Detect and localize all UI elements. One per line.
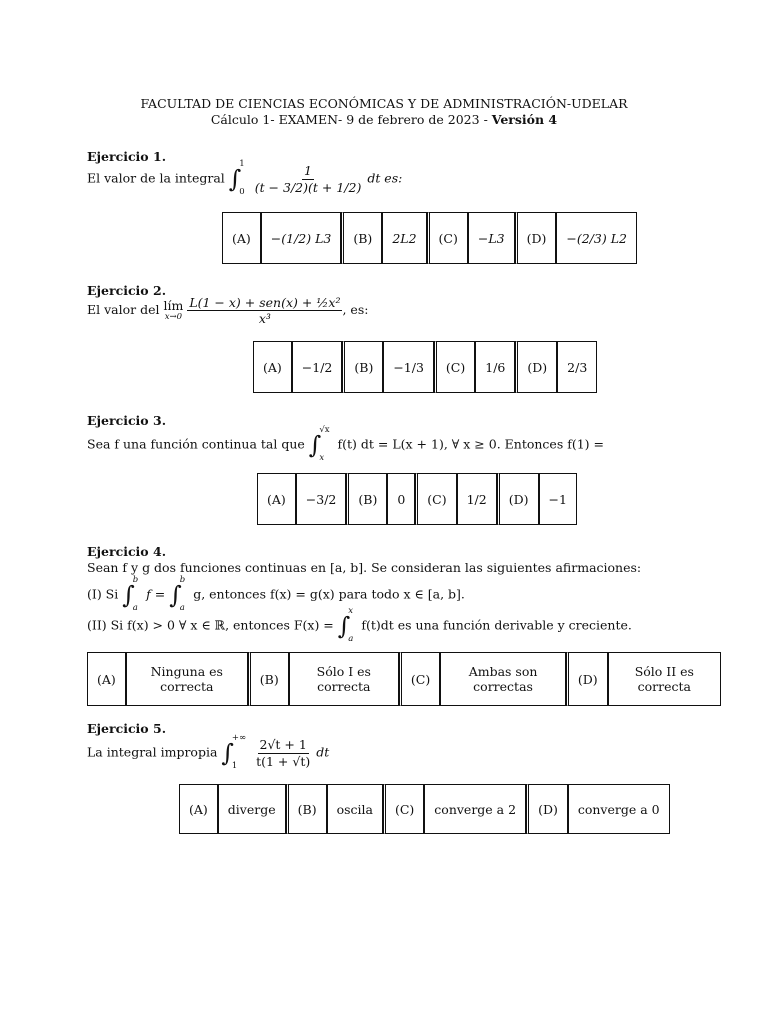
ex4-opt-d-val[interactable]: Sólo II es correcta [608, 652, 721, 706]
ex3-prefix: Sea f una función continua tal que [87, 436, 305, 452]
integral-sign-icon: ∫ [221, 739, 234, 767]
ex4-s1-prefix: (I) Si [87, 586, 119, 602]
ex2-title: Ejercicio 2. [87, 283, 167, 298]
ex4-opt-d-key[interactable]: (D) [566, 652, 608, 706]
ex1-suffix: dt es: [367, 170, 403, 186]
ex2-opt-c-val[interactable]: 1/6 [475, 341, 515, 393]
ex5-lower: 1 [231, 761, 238, 772]
header-exam-line [0, 113, 768, 127]
ex5-opt-a-val[interactable]: diverge [218, 784, 286, 834]
ex4-s1-upper-1: b [132, 575, 139, 585]
ex5-den: t(1 + √t) [256, 753, 311, 769]
ex3-statement [87, 426, 604, 464]
ex4-opt-c-val[interactable]: Ambas son correctas [440, 652, 566, 706]
ex3-options [257, 473, 577, 525]
ex4-s1-lower-2: a [179, 603, 185, 614]
ex1-opt-d-key[interactable]: (D) [515, 212, 557, 264]
ex3-opt-b-key[interactable]: (B) [346, 473, 387, 525]
ex5-statement [87, 734, 329, 772]
integral-sign-icon: ∫ [122, 581, 135, 609]
ex4-statement-2 [87, 607, 632, 645]
ex5-opt-c-key[interactable]: (C) [383, 784, 424, 834]
ex4-s1-mid: f = [146, 586, 166, 602]
ex1-opt-c-key[interactable]: (C) [427, 212, 468, 264]
ex2-opt-d-key[interactable]: (D) [515, 341, 557, 393]
ex1-den: (t − 3/2)(t + 1/2) [254, 179, 362, 195]
integral-sign-icon: ∫ [169, 581, 182, 609]
ex4-options [87, 652, 721, 706]
ex1-opt-b-key[interactable]: (B) [341, 212, 382, 264]
ex4-intro: Sean f y g dos funciones continuas en [a, b]. Se consideran las siguientes afirmaciones: [87, 560, 642, 575]
ex3-lower: x [319, 453, 325, 464]
ex3-opt-c-key[interactable]: (C) [415, 473, 456, 525]
ex3-opt-b-val[interactable]: 0 [387, 473, 415, 525]
ex2-fraction [187, 296, 342, 325]
ex5-num: 2√t + 1 [259, 737, 307, 753]
ex1-fraction [253, 164, 364, 193]
ex3-upper: √x [319, 425, 330, 435]
ex2-lim-word: lím [163, 298, 184, 314]
ex4-opt-b-key[interactable]: (B) [248, 652, 289, 706]
ex3-title: Ejercicio 3. [87, 413, 167, 428]
ex2-limit [163, 300, 183, 321]
ex2-prefix: El valor del [87, 302, 160, 318]
ex5-opt-b-val[interactable]: oscila [327, 784, 383, 834]
ex1-opt-a-key[interactable]: (A) [222, 212, 261, 264]
ex1-opt-a-val[interactable]: −(1/2) L3 [261, 212, 342, 264]
ex3-opt-a-key[interactable]: (A) [257, 473, 296, 525]
ex4-s2-lower: a [348, 634, 354, 645]
ex2-opt-b-val[interactable]: −1/3 [383, 341, 434, 393]
ex2-lim-sub: x→0 [164, 311, 183, 322]
ex5-opt-d-key[interactable]: (D) [526, 784, 568, 834]
ex2-opt-a-val[interactable]: −1/2 [292, 341, 343, 393]
ex5-fraction [254, 738, 312, 767]
ex4-s1-lower-1: a [132, 603, 138, 614]
ex1-opt-d-val[interactable]: −(2/3) L2 [556, 212, 637, 264]
ex4-s1-suffix: g, entonces f(x) = g(x) para todo x ∈ [a, b]. [193, 586, 465, 602]
header-version: Versión 4 [491, 112, 558, 127]
ex3-opt-d-key[interactable]: (D) [497, 473, 539, 525]
ex5-suffix: dt [316, 744, 330, 760]
ex5-opt-c-val[interactable]: converge a 2 [424, 784, 526, 834]
ex3-opt-d-val[interactable]: −1 [539, 473, 577, 525]
ex2-options [253, 341, 597, 393]
ex3-opt-c-val[interactable]: 1/2 [457, 473, 497, 525]
ex4-opt-a-key[interactable]: (A) [87, 652, 126, 706]
integral-sign-icon: ∫ [337, 612, 351, 640]
ex4-s2-suffix: f(t)dt es una función derivable y creciente. [361, 617, 632, 633]
ex2-opt-a-key[interactable]: (A) [253, 341, 292, 393]
ex4-s2-upper: x [348, 606, 354, 616]
ex1-lower: 0 [239, 187, 245, 198]
ex5-upper: +∞ [231, 733, 247, 743]
integral-sign-icon: ∫ [228, 165, 242, 193]
ex4-s2-prefix: (II) Si f(x) > 0 ∀ x ∈ ℝ, entonces F(x) = [87, 617, 334, 633]
ex4-opt-c-key[interactable]: (C) [399, 652, 440, 706]
ex4-s1-upper-2: b [179, 575, 186, 585]
header-exam-info: Cálculo 1- EXAMEN- 9 de febrero de 2023 - [210, 112, 488, 127]
ex2-den: x³ [258, 311, 271, 327]
ex1-opt-b-val[interactable]: 2L2 [382, 212, 426, 264]
ex1-opt-c-val[interactable]: −L3 [468, 212, 515, 264]
ex3-opt-a-val[interactable]: −3/2 [296, 473, 347, 525]
ex5-opt-d-val[interactable]: converge a 0 [568, 784, 670, 834]
ex2-statement [87, 296, 368, 325]
ex2-suffix: , es: [342, 302, 369, 318]
ex1-prefix: El valor de la integral [87, 170, 225, 186]
ex1-options [222, 212, 637, 264]
ex4-opt-a-val[interactable]: Ninguna es correcta [126, 652, 248, 706]
ex1-upper: 1 [239, 159, 245, 169]
ex5-options [179, 784, 670, 834]
ex1-statement [87, 160, 402, 198]
ex1-title: Ejercicio 1. [87, 149, 167, 164]
ex2-opt-c-key[interactable]: (C) [434, 341, 475, 393]
ex1-num: 1 [304, 163, 312, 179]
ex2-opt-d-val[interactable]: 2/3 [557, 341, 597, 393]
ex5-opt-a-key[interactable]: (A) [179, 784, 218, 834]
ex4-title: Ejercicio 4. [87, 544, 167, 559]
ex5-title: Ejercicio 5. [87, 721, 167, 736]
ex5-prefix: La integral impropia [87, 744, 218, 760]
ex3-body: f(t) dt = L(x + 1), ∀ x ≥ 0. Entonces f(1) = [337, 436, 604, 452]
ex2-opt-b-key[interactable]: (B) [342, 341, 383, 393]
header-institution: FACULTAD DE CIENCIAS ECONÓMICAS Y DE ADMINISTRACIÓN-UDELAR [140, 96, 628, 111]
ex2-num: L(1 − x) + sen(x) + ½x² [189, 295, 341, 310]
ex4-opt-b-val[interactable]: Sólo I es correcta [289, 652, 399, 706]
ex5-opt-b-key[interactable]: (B) [286, 784, 327, 834]
integral-sign-icon: ∫ [308, 431, 322, 459]
